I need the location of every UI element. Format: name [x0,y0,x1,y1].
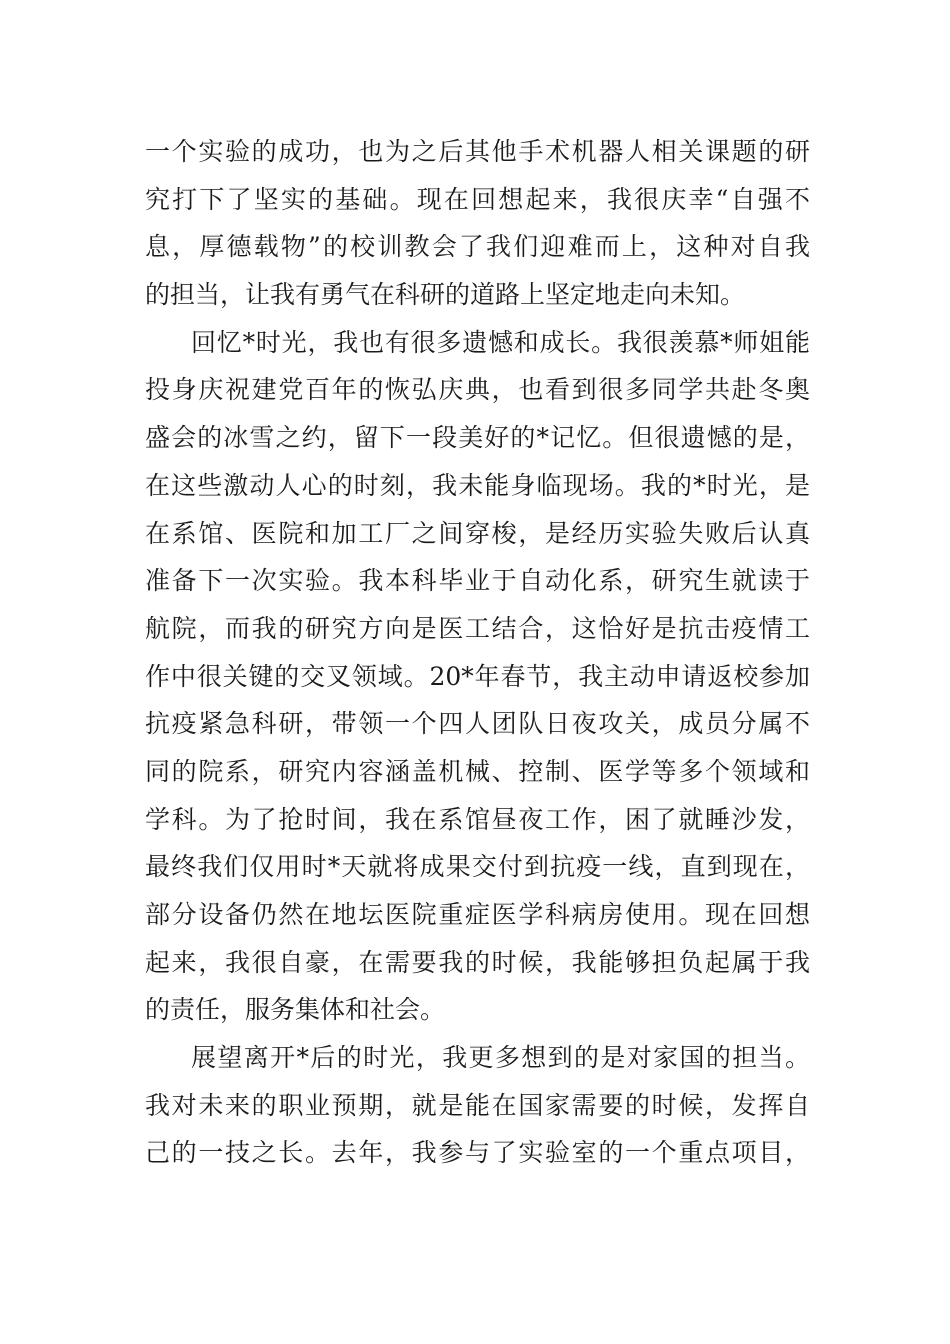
text-line: 准备下一次实验。我本科毕业于自动化系，研究生就读于 [145,566,810,596]
text-line: 抗疫紧急科研，带领一个四人团队日夜攻关，成员分属不 [145,709,810,739]
text-line: 在这些激动人心的时刻，我未能身临现场。我的*时光，是 [145,470,810,500]
text-line: 息，厚德载物”的校训教会了我们迎难而上，这种对自我 [145,232,810,262]
text-line: 部分设备仍然在地坛医院重症医学科病房使用。现在回想 [145,900,810,929]
text-line: 究打下了坚实的基础。现在回想起来，我很庆幸“自强不 [145,184,810,214]
text-line: 起来，我很自豪，在需要我的时候，我能够担负起属于我 [145,947,810,977]
text-line: 在系馆、医院和加工厂之间穿梭，是经历实验失败后认真 [145,518,810,548]
text-line: 同的院系，研究内容涵盖机械、控制、医学等多个领域和 [145,756,810,786]
body-text [145,128,810,1177]
text-line: 的担当，让我有勇气在科研的道路上坚定地走向未知。 [145,280,746,310]
paragraph-first-line: 回忆*时光，我也有很多遗憾和成长。我很羡慕*师姐能 [191,327,810,357]
text-line: 己的一技之长。去年，我参与了实验室的一个重点项目， [145,1138,810,1168]
text-line: 投身庆祝建党百年的恢弘庆典，也看到很多同学共赴冬奥 [145,375,810,405]
paragraph-first-line: 展望离开*后的时光，我更多想到的是对家国的担当。 [191,1043,810,1073]
text-line: 我对未来的职业预期，就是能在国家需要的时候，发挥自 [145,1090,810,1120]
text-line: 作中很关键的交叉领域。20*年春节，我主动申请返校参加 [145,661,810,691]
text-line: 学科。为了抢时间，我在系馆昼夜工作，困了就睡沙发， [145,804,810,834]
text-line: 盛会的冰雪之约，留下一段美好的*记忆。但很遗憾的是， [145,423,810,453]
text-line: 的责任，服务集体和社会。 [145,995,446,1025]
text-line: 航院，而我的研究方向是医工结合，这恰好是抗击疫情工 [145,613,810,643]
text-line: 最终我们仅用时*天就将成果交付到抗疫一线，直到现在， [145,852,810,882]
text-line: 一个实验的成功，也为之后其他手术机器人相关课题的研 [145,137,810,166]
